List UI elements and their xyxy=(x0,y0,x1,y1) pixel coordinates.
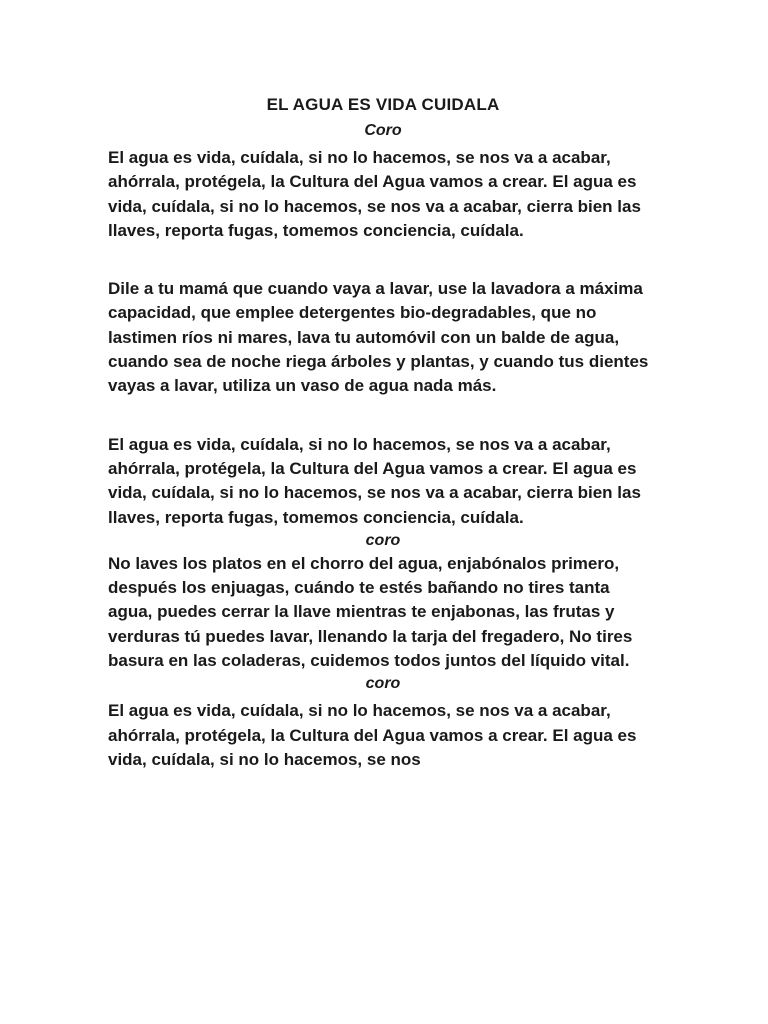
chorus-label: coro xyxy=(365,675,401,693)
paragraph-spacer xyxy=(108,399,658,433)
document-body xyxy=(108,94,658,772)
lyrics-paragraph: El agua es vida, cuídala, si no lo hacemos, se nos va a acabar, ahórrala, protégela, la Cultura del Agua vamos a crear. El agua es vida, cuídala, si no lo hacemos, se nos xyxy=(108,701,637,769)
document-title: EL AGUA ES VIDA CUIDALA xyxy=(266,95,500,114)
chorus-label: coro xyxy=(365,531,401,549)
lyrics-paragraph: Dile a tu mamá que cuando vaya a lavar, use la lavadora a máxima capacidad, que emplee detergentes bio-degradables, que no lastimen ríos ni mares, lava tu automóvil con un balde de agua, cuando sea de noche riega árboles y plantas, y cuando tus dientes vayas a lavar, utiliza un vaso de agua nada más. xyxy=(108,279,649,396)
paragraph-spacer xyxy=(108,243,658,277)
lyrics-paragraph: El agua es vida, cuídala, si no lo hacemos, se nos va a acabar, ahórrala, protégela, la Cultura del Agua vamos a crear. El agua es vida, cuídala, si no lo hacemos, se nos va a acabar, cierra bien las llaves, reporta fugas, tomemos conciencia, cuídala. xyxy=(108,434,641,527)
chorus-label: Coro xyxy=(364,122,402,139)
lyrics-paragraph: No laves los platos en el chorro del agua, enjabónalos primero, después los enjuagas, cuándo te estés bañando no tires tanta agua, puedes cerrar la llave mientras te enjabonas, las frutas y verduras tú puedes lavar, llenando la tarja del fregadero, No tires basura en las coladeras, cuidemos todos juntos del líquido vital. xyxy=(108,553,633,671)
lyrics-paragraph: El agua es vida, cuídala, si no lo hacemos, se nos va a acabar, ahórrala, protégela, la Cultura del Agua vamos a crear. El agua es vida, cuídala, si no lo hacemos, se nos va a acabar, cierra bien las llaves, reporta fugas, tomemos conciencia, cuídala. xyxy=(108,148,641,240)
